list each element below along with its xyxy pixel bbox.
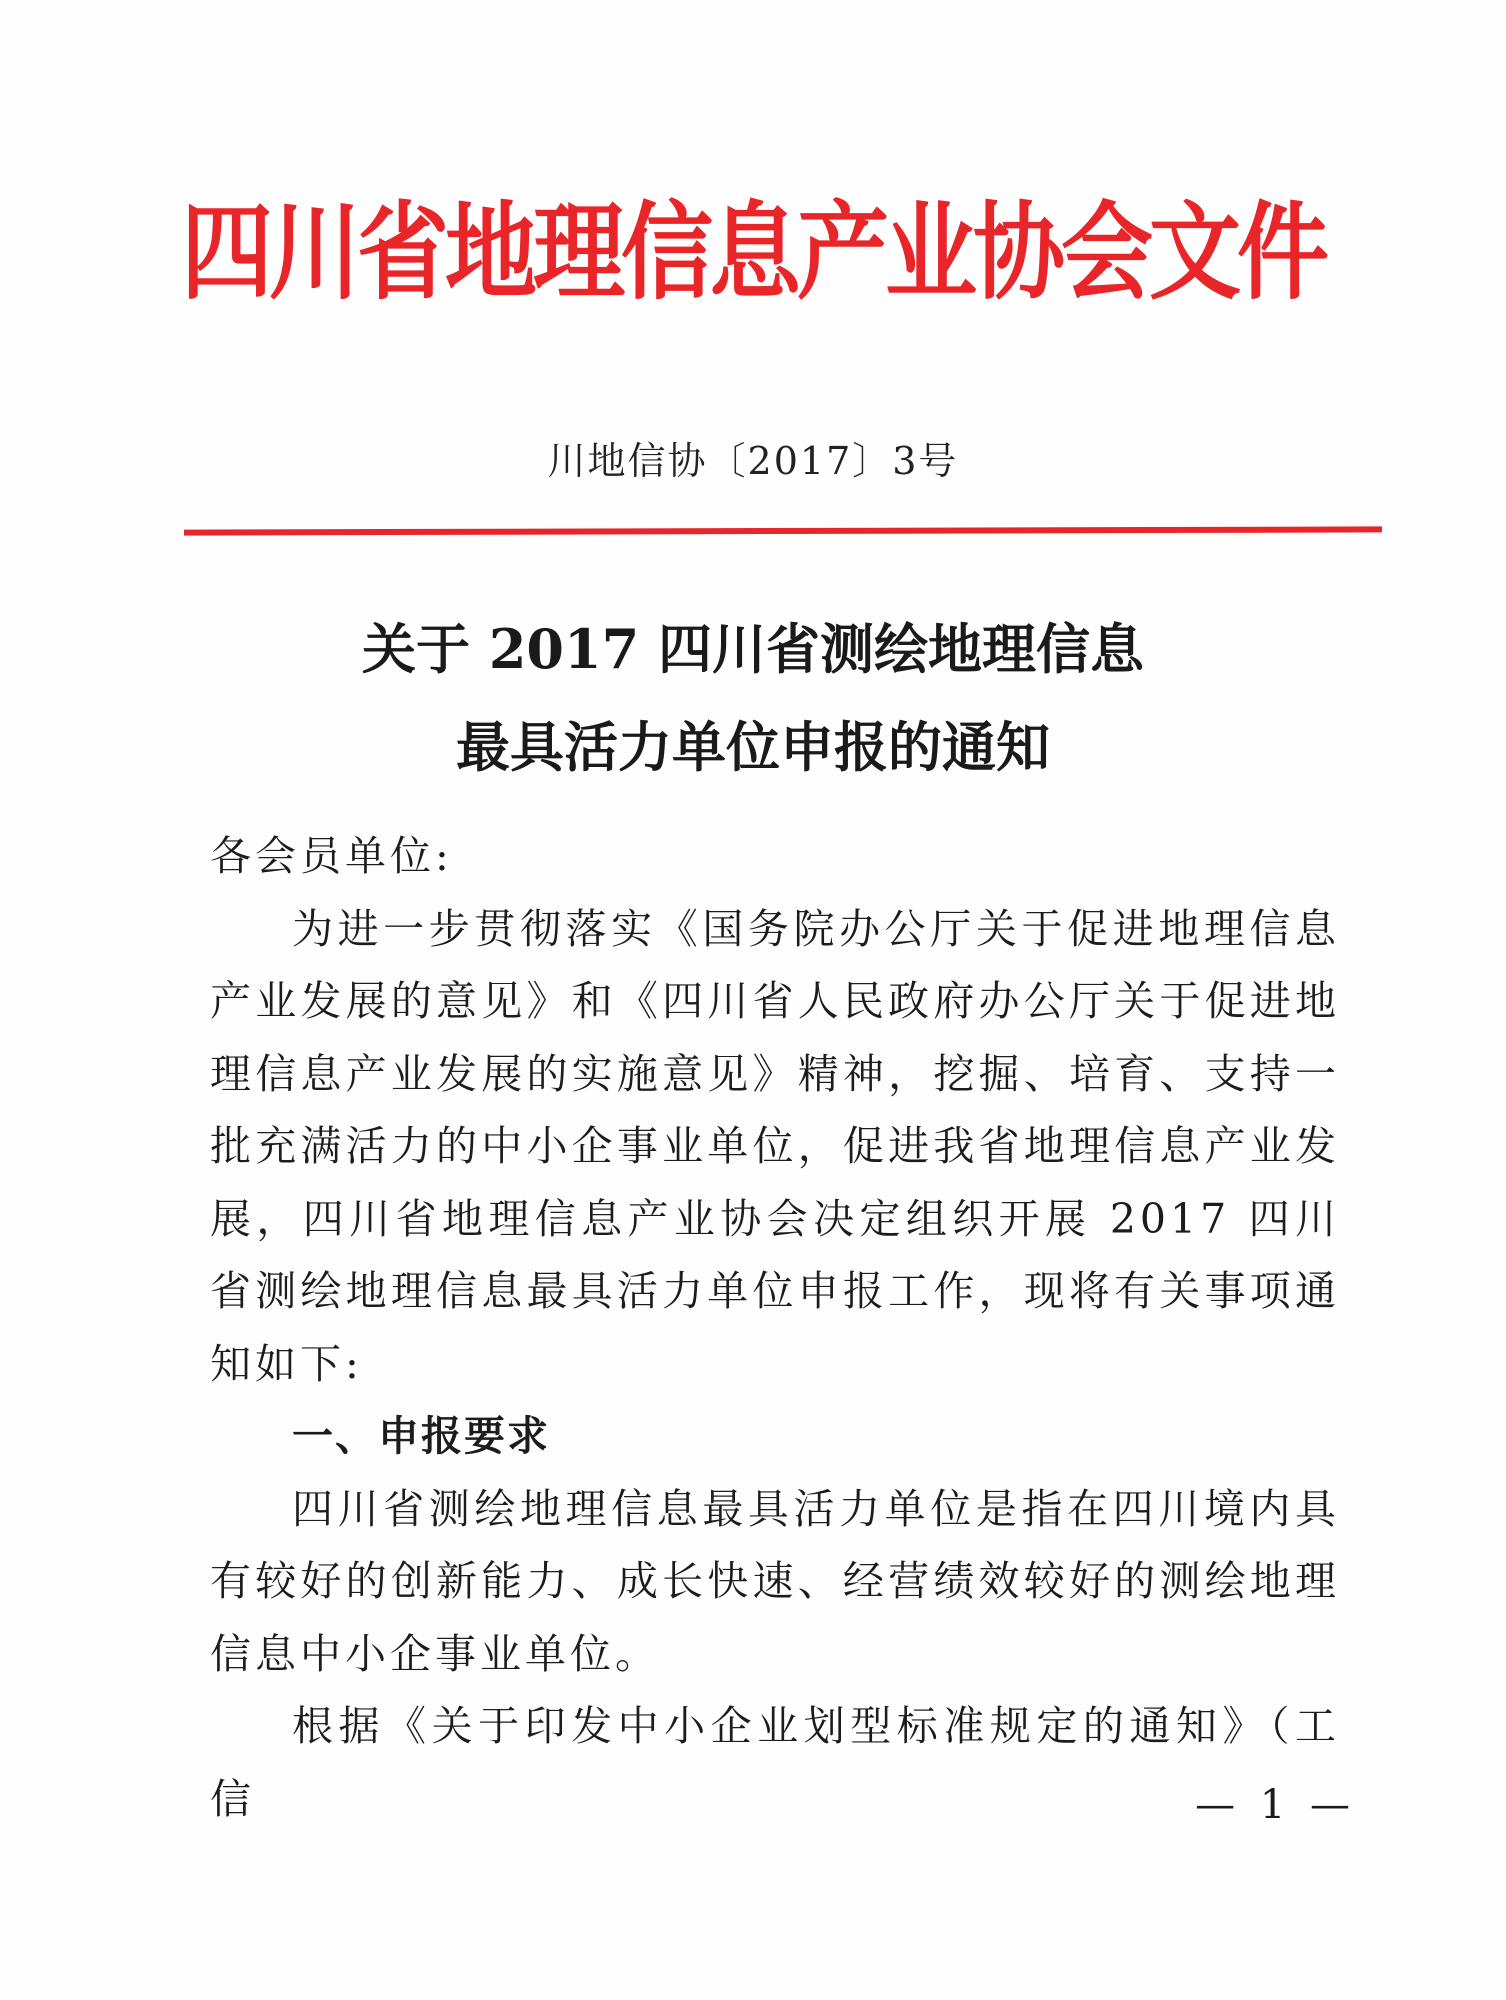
title-line-2: 最具活力单位申报的通知: [456, 715, 1050, 779]
section-heading: 一、申报要求: [292, 1412, 550, 1460]
title-line-1: 关于 2017 四川省测绘地理信息: [362, 617, 1144, 681]
section-paragraph-1: 四川省测绘地理信息最具活力单位是指在四川境内具有较好的创新能力、成长快速、经营绩效较好的测绘地理信息中小企事业单位。: [210, 1484, 1340, 1678]
red-divider-line: [184, 526, 1382, 535]
document-title: [0, 600, 1506, 796]
document-body: [210, 820, 1340, 1835]
section-paragraph-2: 根据《关于印发中小企业划型标准规定的通知》（工信: [210, 1702, 1340, 1823]
salutation: 各会员单位:: [210, 832, 453, 880]
document-number: 川地信协〔2017〕3号: [547, 439, 959, 483]
page-number: — 1 —: [1195, 1782, 1356, 1828]
intro-paragraph: 为进一步贯彻落实《国务院办公厅关于促进地理信息产业发展的意见》和《四川省人民政府办公厅关于促进地理信息产业发展的实施意见》精神，挖掘、培育、支持一批充满活力的中小企事业单位，促进我省地理信息产业发展，四川省地理信息产业协会决定组织开展 2017 四川省测绘地理信息最具活力单位申报工作，现将有关事项通知如下:: [210, 904, 1340, 1388]
org-header-title: 四川省地理信息产业协会文件: [180, 191, 1325, 315]
